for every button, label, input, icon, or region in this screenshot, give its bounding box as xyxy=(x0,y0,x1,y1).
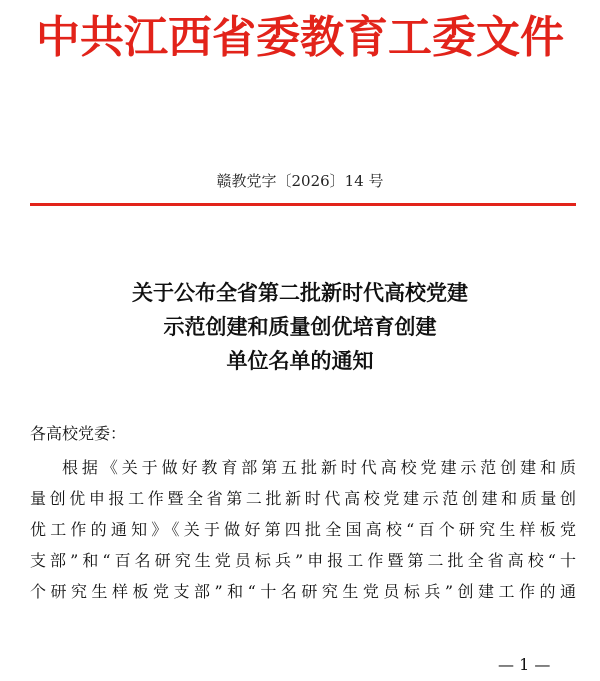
masthead-title: 中共江西省委教育工委文件 xyxy=(36,12,564,63)
document-number: 赣教党字〔2026〕14 号 xyxy=(216,172,384,190)
notice-title xyxy=(0,276,600,378)
title-line: 示范创建和质量创优培育创建 xyxy=(163,314,437,339)
body-line: 量创优申报工作暨全省第二批新时代高校党建示范创建和质量创 xyxy=(30,489,576,508)
body-line: 优工作的通知》《关于做好第四批全国高校“百个研究生样板党 xyxy=(30,520,576,539)
body-line: 支部”和“百名研究生党员标兵”申报工作暨第二批全省高校“十 xyxy=(30,551,576,570)
red-divider-rule xyxy=(30,203,576,206)
body-paragraph xyxy=(30,452,576,607)
page-number: — 1 — xyxy=(498,655,551,674)
body-line: 个研究生样板党支部”和“十名研究生党员标兵”创建工作的通 xyxy=(30,582,576,601)
title-line: 关于公布全省第二批新时代高校党建 xyxy=(132,280,468,305)
salutation: 各高校党委： xyxy=(30,424,127,443)
title-line: 单位名单的通知 xyxy=(226,348,374,373)
body-line: 根据《关于做好教育部第五批新时代高校党建示范创建和质 xyxy=(62,458,576,477)
